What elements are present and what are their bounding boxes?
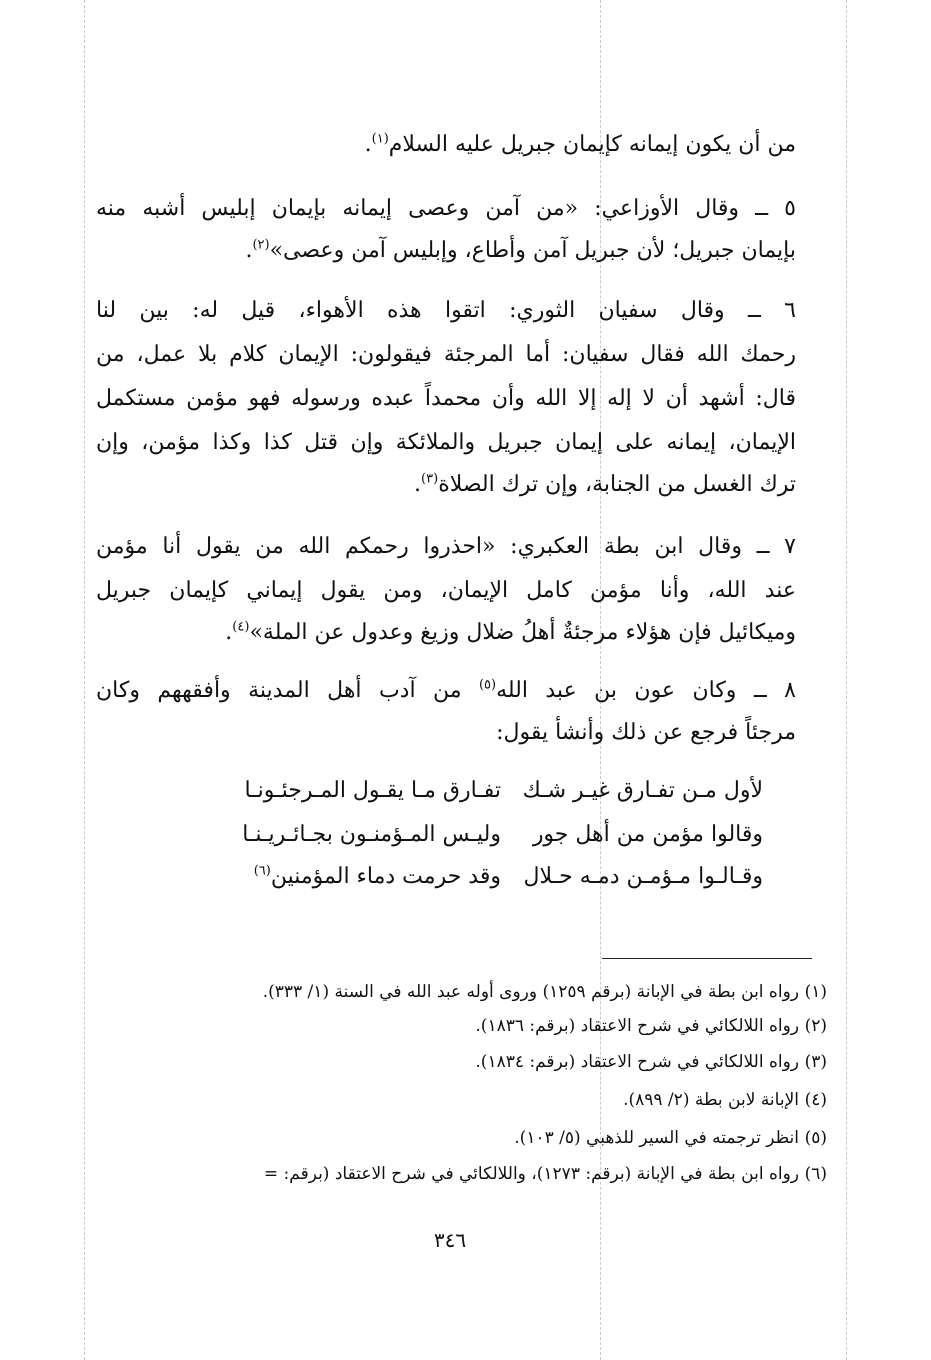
body-line: وميكائيل فإن هؤلاء مرجئةٌ أهلُ ضلال وزيغ وعدول عن الملة»$^{(٤)}$.: [225, 619, 796, 645]
footnote-text: الإبانة لابن بطة (٢/ ٨٩٩).: [623, 1090, 799, 1110]
footnote-text: رواه ابن بطة في الإبانة (برقم: ١٢٧٣)، واللالكائي في شرح الاعتقاد (برقم: =: [263, 1164, 799, 1184]
body-line: ٦ ــ وقال سفيان الثوري: اتقوا هذه الأهواء، قيل له: بين لنا: [96, 298, 796, 323]
scan-fold-line: [84, 0, 85, 1360]
poem-hemistich: وقالوا مؤمن من أهل جور: [532, 822, 763, 847]
footnote-number: (٢): [804, 1016, 827, 1036]
footnote-number: (٣): [804, 1052, 827, 1072]
poem-hemistich: وليـس المـؤمنـون بجـائـريـنـا: [242, 822, 501, 847]
footnote-text: انظر ترجمته في السير للذهبي (٥/ ١٠٣).: [514, 1128, 799, 1148]
page-number: ٣٤٦: [433, 1228, 467, 1252]
body-line: ٧ ــ وقال ابن بطة العكبري: «احذروا رحمكم الله من يقول أنا مؤمن: [96, 534, 796, 559]
footnote-number: (١): [804, 982, 827, 1002]
body-line: من أن يكون إيمانه كإيمان جبريل عليه السلام$^{(١)}$.: [364, 131, 796, 157]
body-line: ترك الغسل من الجنابة، وإن ترك الصلاة$^{(٣)}$.: [414, 471, 796, 497]
body-line: الإيمان، إيمانه على إيمان جبريل والملائكة وإن قتل كذا وكذا مؤمن، وإن: [96, 430, 796, 455]
body-line: بإيمان جبريل؛ لأن جبريل آمن وأطاع، وإبليس آمن وعصى»$^{(٢)}$.: [245, 237, 796, 263]
footnote-number: (٥): [804, 1128, 827, 1148]
poem-hemistich: وقد حرمت دماء المؤمنين$^{(٦)}$: [253, 863, 501, 889]
poem-hemistich: وقـالـوا مـؤمـن دمـه حـلال: [523, 864, 763, 889]
poem-hemistich: تفـارق مـا يقـول المـرجئـونـا: [244, 778, 501, 803]
footnote-number: (٦): [804, 1164, 827, 1184]
body-line: قال: أشهد أن لا إله إلا الله وأن محمداً عبده ورسوله فهو مؤمن مستكمل: [96, 386, 796, 411]
footnote-text: رواه اللالكائي في شرح الاعتقاد (برقم: ١٨٣٤).: [475, 1052, 799, 1072]
footnote-text: رواه ابن بطة في الإبانة (برقم ١٢٥٩) وروى أوله عبد الله في السنة (١/ ٣٣٣).: [262, 982, 799, 1002]
footnote-text: رواه اللالكائي في شرح الاعتقاد (برقم: ١٨٣٦).: [475, 1016, 799, 1036]
footnote-number: (٤): [804, 1090, 827, 1110]
body-line: رحمك الله فقال سفيان: أما المرجئة فيقولون: الإيمان كلام بلا عمل، من: [96, 342, 796, 367]
scan-fold-line: [846, 0, 847, 1360]
body-line: مرجئاً فرجع عن ذلك وأنشأ يقول:: [496, 720, 796, 745]
body-line: ٨ ــ وكان عون بن عبد الله$^{(٥)}$ من آدب أهل المدينة وأفقههم وكان: [96, 677, 796, 703]
poem-hemistich: لأول مـن تفـارق غيـر شـك: [522, 778, 763, 803]
footnote-separator: [602, 958, 812, 959]
body-line: ٥ ــ وقال الأوزاعي: «من آمن وعصى إيمانه بإيمان إبليس أشبه منه: [96, 196, 796, 221]
body-line: عند الله، وأنا مؤمن كامل الإيمان، ومن يقول إيماني كإيمان جبريل: [96, 578, 796, 603]
